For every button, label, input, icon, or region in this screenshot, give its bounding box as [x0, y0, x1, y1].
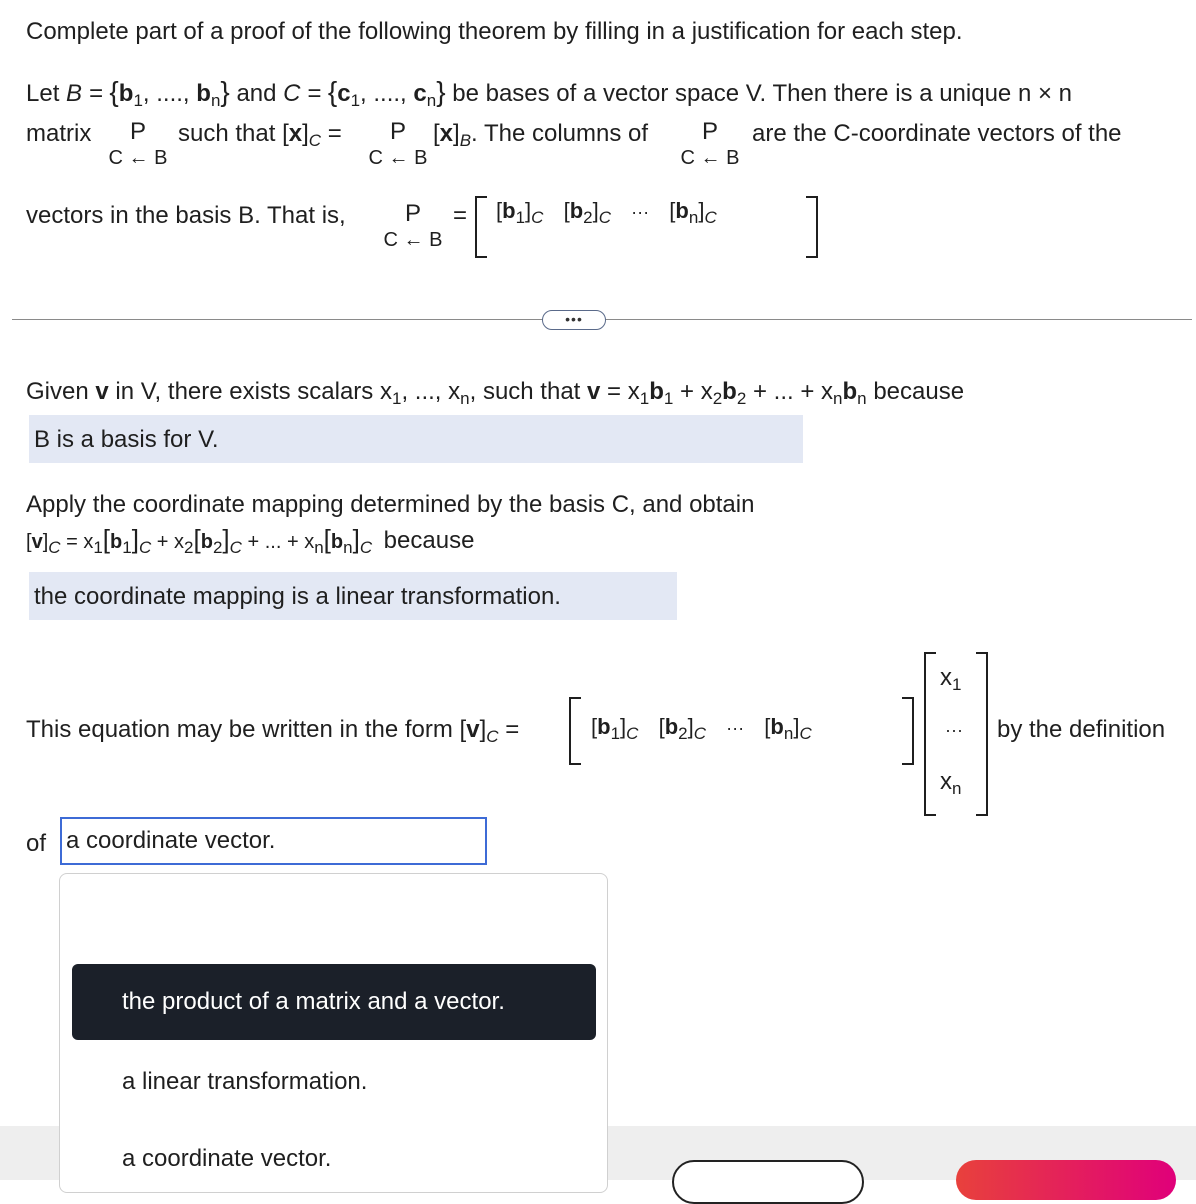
x-vector-x1: $x_1$: [940, 664, 962, 694]
b-eq-text: B =: [66, 80, 103, 107]
col-b2: $[b_2]_C$: [563, 198, 612, 227]
c-eq-text: C =: [283, 80, 322, 107]
of-text: of: [26, 830, 47, 857]
and-text: and: [236, 80, 277, 107]
matrix-left-bracket: [475, 196, 487, 258]
theorem-line-1: Let $B = \{b_1$, ...., $b_n$} and $C = \{c_1$, ...., $c_n$} be bases of a vector space V. Then there is a unique n × n: [26, 76, 1072, 110]
matrix-columns: $[b_1]_C$ $[b_2]_C$ ··· $[b_n]_C$: [496, 198, 717, 227]
x-vector-right-bracket: [976, 652, 988, 816]
x-vector-dots: ···: [945, 720, 963, 740]
equals-sign: =: [453, 202, 468, 229]
basis-b-set: {: [109, 76, 119, 107]
matrix-right-bracket: [806, 196, 818, 258]
are-the-text: are the C-coordinate vectors of the: [752, 120, 1122, 147]
step3-answer-select[interactable]: a coordinate vector.: [60, 817, 487, 865]
be-bases-text: be bases of a vector space V. Then there is a unique n × n: [452, 80, 1072, 107]
dropdown-option-product[interactable]: the product of a matrix and a vector.: [72, 964, 596, 1040]
dropdown-option-coordinate-vector[interactable]: a coordinate vector.: [122, 1145, 332, 1172]
x-vector-xn: $x_n$: [940, 768, 962, 798]
basis-c-set: {: [327, 76, 338, 107]
col-b1: $[b_1]_C$: [496, 198, 544, 227]
x-vector-left-bracket: [924, 652, 936, 816]
vectors-in-basis-text: vectors in the basis B. That is,: [26, 202, 346, 229]
step3-matrix-right-bracket: [902, 697, 914, 765]
step2-equation: $[v]_C = x_1[b_1]_C + x_2[b_2]_C$ + ... + $x_n[b_n]_C$ because: [26, 524, 475, 557]
step1-text: Given v in V, there exists scalars $x_1$, ..., $x_n$, such that $v = x_1b_1 + x_2b_2$ + ... + $x_nb_n$ because: [26, 378, 965, 408]
col-bn: $[b_n]_C$: [669, 198, 717, 227]
step2-text: Apply the coordinate mapping determined by the basis C, and obtain: [26, 491, 755, 518]
step2-answer: the coordinate mapping is a linear transformation.: [34, 583, 561, 610]
primary-button[interactable]: [956, 1160, 1176, 1200]
matrix-text: matrix: [26, 120, 92, 147]
p-c-from-b-4: P C ← B: [383, 200, 443, 251]
step3-matrix-left-bracket: [569, 697, 581, 765]
answer-dropdown: [59, 873, 608, 1193]
p-c-from-b-1: P C ← B: [108, 118, 168, 169]
p-c-from-b-3: P C ← B: [680, 118, 740, 169]
step3-matrix-columns: $[b_1]_C$ $[b_2]_C$ ··· $[b_n]_C$: [591, 714, 812, 743]
dropdown-option-linear-transformation[interactable]: a linear transformation.: [122, 1068, 368, 1095]
by-definition-text: by the definition: [997, 716, 1166, 743]
p-c-from-b-2: P C ← B: [368, 118, 428, 169]
show-more-button[interactable]: •••: [542, 310, 606, 330]
secondary-button[interactable]: [672, 1160, 864, 1204]
such-that-text: such that $[x]_C$ =: [178, 120, 342, 150]
let-text: Let: [26, 80, 60, 107]
x-b-text: $[x]_B$. The columns of: [433, 120, 649, 150]
step1-answer: B is a basis for V.: [34, 426, 219, 453]
instruction-text: Complete part of a proof of the following theorem by filling in a justification for each step.: [26, 18, 963, 45]
step3-text: This equation may be written in the form $[v]_C$ =: [26, 716, 520, 746]
